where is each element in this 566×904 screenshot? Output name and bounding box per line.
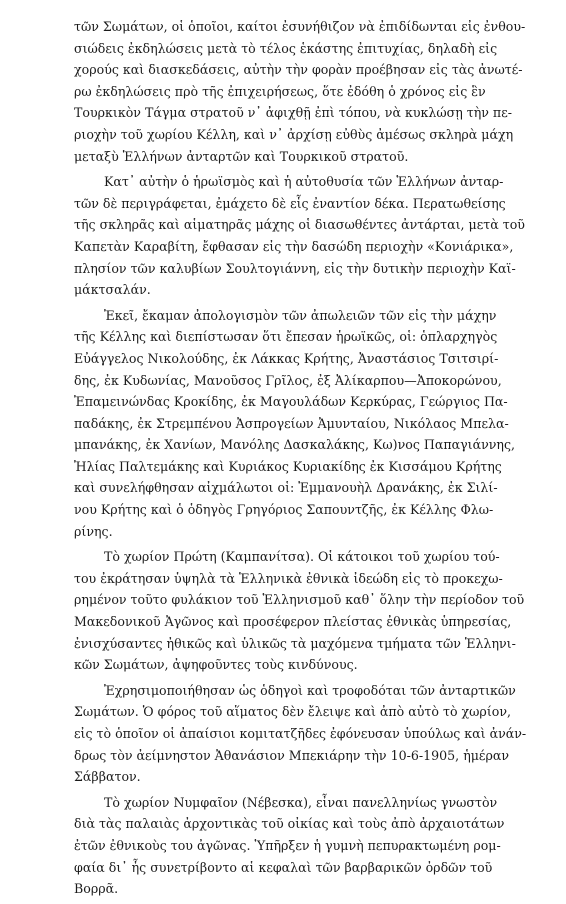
text-line: Τὸ χωρίον Πρώτη (Καμπανίτσα). Οἱ κάτοικοι τοῦ χωρίου τού-	[104, 549, 500, 565]
text-line: μάκτσαλάν.	[74, 282, 151, 298]
text-line: πλησίον τῶν καλυβίων Σουλτογιάννη, εἰς τὴν δυτικὴν περιοχὴν Καϊ-	[74, 260, 516, 276]
text-line: τῆς Κέλλης καὶ διεπίστωσαν ὅτι ἔπεσαν ἡρωϊκῶς, οἱ: ὁπλαρχηγὸς	[74, 329, 498, 345]
text-line: τῆς σκληρᾶς καὶ αἱματηρᾶς μάχης οἱ διασωθέντες ἀντάρται, μετὰ τοῦ	[74, 217, 525, 233]
text-line: Ἐκεῖ, ἔκαμαν ἀπολογισμὸν τῶν ἀπωλειῶν τῶν εἰς τὴν μάχην	[104, 307, 497, 323]
text-line: ἐτῶν ἐθνικοὺς του ἀγῶνας. Ὑπῆρξεν ἡ γυμνὴ πεπυρακτωμένη ρομ-	[74, 837, 501, 853]
paragraph-5	[74, 680, 534, 788]
text-line: εἰς τὸ ὁποῖον οἱ ἀπαίσιοι κομιτατζῆδες ἐφόνευσαν ὑπούλως καὶ ἀνάν-	[74, 726, 527, 741]
text-line: δρως τὸν ἀείμνηστον Ἀθανάσιον Μπεκιάρην τὴν 10-6-1905, ἡμέραν	[74, 747, 510, 763]
text-line: φαία δι᾽ ἧς συνετρίβοντο αἱ κεφαλαὶ τῶν βαρβαρικῶν ὀρδῶν τοῦ	[74, 859, 493, 875]
paragraph-2	[74, 171, 534, 301]
text-line: νου Κρήτης καὶ ὁ ὁδηγὸς Γρηγόριος Σαπουντζῆς, ἐκ Κέλλης Φλω-	[74, 502, 494, 518]
text-line: Τουρκικὸν Τάγμα στρατοῦ ν᾽ ἀφιχθῇ ἐπὶ τόπου, νὰ κυκλώσῃ τὴν πε-	[74, 105, 512, 121]
text-line: Καπετὰν Καραβίτη, ἔφθασαν εἰς τὴν δασώδη περιοχὴν «Κονιάρικα»,	[74, 238, 514, 254]
text-line: Σωμάτων. Ὁ φόρος τοῦ αἵματος δὲν ἔλειψε καὶ ἀπὸ αὐτὸ τὸ χωρίον,	[74, 704, 512, 720]
text-line: δης, ἐκ Κυδωνίας, Μανοῦσος Γρῖλος, ἐξ Ἀλίκαρπου—Ἀποκορώνου,	[74, 372, 502, 388]
text-line: τῶν δὲ περιγράφεται, ἐμάχετο δὲ εἷς ἐναντίον δέκα. Περατωθείσης	[74, 195, 506, 211]
paragraph-1	[74, 16, 534, 167]
text-line: χορούς καὶ διασκεδάσεις, αὐτὴν τὴν φορὰν προέβησαν εἰς τὰς ἀνωτέ-	[74, 62, 523, 78]
text-line: Βορρᾶ.	[74, 881, 119, 897]
text-line: μπανάκης, ἐκ Χανίων, Μανόλης Δασκαλάκης, Κω)νος Παπαγιάννης,	[74, 437, 516, 453]
paragraph-6	[74, 792, 534, 900]
text-line: Μακεδονικοῦ Ἀγῶνος καὶ προσέφερον πλείστας ἐθνικὰς ὑπηρεσίας,	[74, 614, 512, 630]
text-line: διὰ τὰς παλαιὰς ἀρχοντικὰς τοῦ οἰκίας καὶ τοὺς ἀπὸ ἀρχαιοτάτων	[74, 816, 505, 832]
text-line: Κατ᾽ αὐτὴν ὁ ἡρωϊσμὸς καὶ ἡ αὐτοθυσία τῶν Ἑλλήνων ἀνταρ-	[104, 174, 504, 190]
text-line: παδάκης, ἐκ Στρεμπένου Ἀσπρογείων Ἀμυνταίου, Νικόλαος Μπελα-	[74, 415, 509, 431]
paragraph-4	[74, 546, 534, 676]
text-line: ρίνης.	[74, 523, 113, 539]
text-line: σιώδεις ἐκδηλώσεις μετὰ τὸ τέλος ἑκάστης ἐπιτυχίας, δηλαδὴ εἰς	[74, 40, 498, 56]
text-line: μεταξὺ Ἑλλήνων ἀνταρτῶν καὶ Τουρκικοῦ στρατοῦ.	[74, 148, 409, 164]
text-line: Εὐάγγελος Νικολούδης, ἐκ Λάκκας Κρήτης, Ἀναστάσιος Τσιτσιρί-	[74, 350, 499, 366]
document-page	[74, 16, 534, 904]
text-line: Ἐχρησιμοποιήθησαν ὡς ὁδηγοὶ καὶ τροφοδόται τῶν ἀνταρτικῶν	[104, 682, 516, 698]
text-line: κῶν Σωμάτων, ἀψηφοῦντες τοὺς κινδύνους.	[74, 657, 358, 673]
text-line: τῶν Σωμάτων, οἱ ὁποῖοι, καίτοι ἐσυνήθιζον νὰ ἐπιδίδωνται εἰς ἐνθου-	[74, 19, 526, 34]
text-line: Σάββατον.	[74, 769, 141, 785]
text-line: Ἐπαμεινώνδας Κροκίδης, ἐκ Μαγουλάδων Κερκύρας, Γεώργιος Πα-	[74, 394, 508, 410]
text-line: ρω ἐκδηλώσεις πρὸ τῆς ἐπιχειρήσεως, ὅτε ἐδόθη ὁ χρόνος εἰς ἓν	[74, 83, 486, 99]
text-line: ἐνισχύσαντες ἠθικῶς καὶ ὑλικῶς τὰ μαχόμενα τμήματα τῶν Ἑλληνι-	[74, 635, 516, 651]
text-line: ρημένον τοῦτο φυλάκιον τοῦ Ἑλληνισμοῦ καθ᾽ ὅλην τὴν περίοδον τοῦ	[74, 592, 525, 608]
text-line: καὶ συνελήφθησαν αἰχμάλωτοι οἱ: Ἐμμανουὴλ Δρανάκης, ἐκ Σιλί-	[74, 480, 498, 496]
text-line: Τὸ χωρίον Νυμφαῖον (Νέβεσκα), εἶναι πανελληνίως γνωστὸν	[104, 794, 498, 810]
text-line: ριοχὴν τοῦ χωρίου Κέλλη, καὶ ν᾽ ἀρχίσῃ εὐθὺς ἀμέσως σκληρὰ μάχη	[74, 126, 514, 142]
paragraph-3	[74, 305, 534, 543]
text-line: του ἐκράτησαν ὑψηλὰ τὰ Ἑλληνικὰ ἐθνικὰ ἰδεώδη εἰς τὸ προκεχω-	[74, 570, 503, 586]
text-line: Ἠλίας Παλτεμάκης καὶ Κυριάκος Κυριακίδης ἐκ Κισσάμου Κρήτης	[74, 458, 502, 474]
